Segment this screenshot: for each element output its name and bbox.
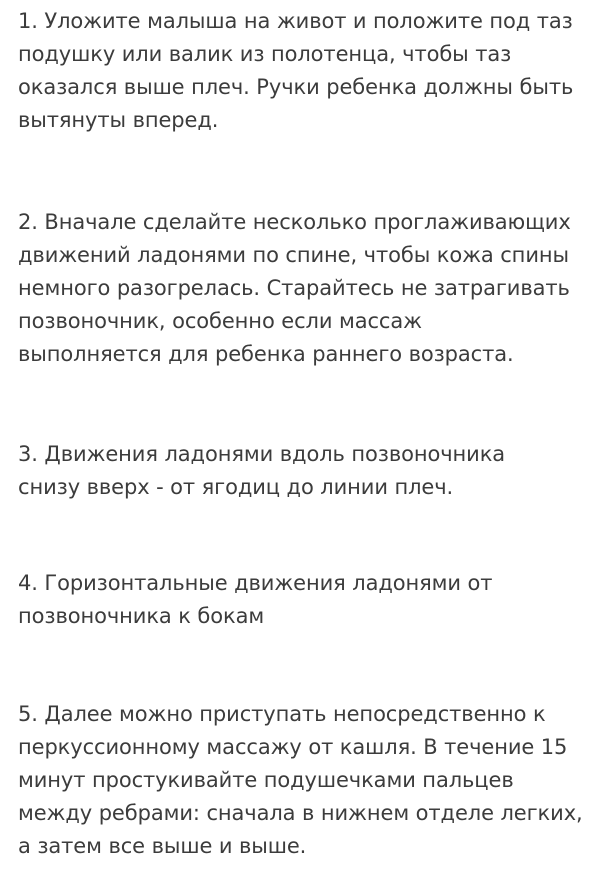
step-line: минут простукивайте подушечками пальцев xyxy=(18,768,514,792)
step-4-paragraph xyxy=(18,567,492,633)
step-line: 5. Далее можно приступать непосредственно к xyxy=(18,702,546,726)
step-line: между ребрами: сначала в нижнем отделе легких, xyxy=(18,801,583,825)
step-2-paragraph xyxy=(18,206,571,371)
step-line: вытянуты вперед. xyxy=(18,108,219,132)
step-line: позвоночник, особенно если массаж xyxy=(18,309,422,333)
step-3-paragraph xyxy=(18,438,505,504)
step-line: оказался выше плеч. Ручки ребенка должны быть xyxy=(18,75,574,99)
step-line: 2. Вначале сделайте несколько проглаживающих xyxy=(18,210,571,234)
step-line: 4. Горизонтальные движения ладонями от xyxy=(18,571,493,595)
step-line: позвоночника к бокам xyxy=(18,604,265,628)
step-5-paragraph xyxy=(18,698,583,863)
step-line: выполняется для ребенка раннего возраста. xyxy=(18,342,514,366)
step-line: а затем все выше и выше. xyxy=(18,834,307,858)
step-line: 3. Движения ладонями вдоль позвоночника xyxy=(18,442,506,466)
step-line: снизу вверх - от ягодиц до линии плеч. xyxy=(18,475,454,499)
step-line: немного разогрелась. Старайтесь не затрагивать xyxy=(18,276,570,300)
step-line: подушку или валик из полотенца, чтобы таз xyxy=(18,42,512,66)
step-line: движений ладонями по спине, чтобы кожа спины xyxy=(18,243,569,267)
step-line: перкуссионному массажу от кашля. В течение 15 xyxy=(18,735,568,759)
step-line: 1. Уложите малыша на живот и положите под таз xyxy=(18,9,573,33)
step-1-paragraph xyxy=(18,5,573,137)
